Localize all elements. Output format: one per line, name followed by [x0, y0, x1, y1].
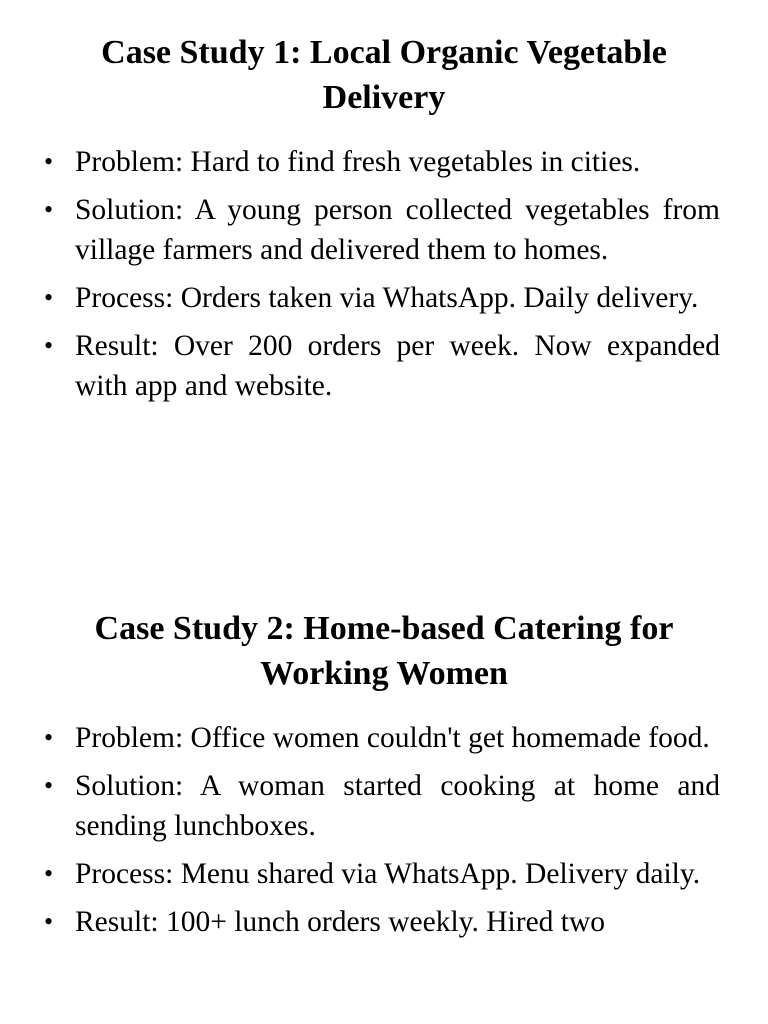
case-study-2 — [0, 606, 768, 950]
point-text: Process: Menu shared via WhatsApp. Delivery daily. — [75, 858, 701, 890]
list-item — [0, 854, 768, 894]
case-study-1-title: Case Study 1: Local Organic Vegetable Delivery — [101, 34, 667, 116]
case-study-2-title: Case Study 2: Home-based Catering for Working Women — [94, 610, 674, 692]
case-study-2-points — [0, 718, 768, 942]
list-item — [0, 326, 768, 406]
point-text: Solution: A young person collected vegetables from village farmers and delivered them to homes. — [75, 194, 720, 266]
bullet-icon: • — [44, 723, 54, 752]
point-text: Result: 100+ lunch orders weekly. Hired two — [75, 906, 606, 938]
point-text: Result: Over 200 orders per week. Now expanded with app and website. — [75, 330, 720, 402]
list-item — [0, 142, 768, 182]
bullet-icon: • — [44, 771, 54, 800]
list-item — [0, 278, 768, 318]
case-study-1-points — [0, 142, 768, 406]
point-text: Problem: Office women couldn't get homemade food. — [75, 722, 710, 754]
point-text: Problem: Hard to find fresh vegetables in cities. — [75, 146, 641, 178]
case-study-1 — [0, 30, 768, 414]
bullet-icon: • — [44, 147, 54, 176]
list-item — [0, 766, 768, 846]
bullet-icon: • — [44, 195, 54, 224]
bullet-icon: • — [44, 859, 54, 888]
list-item — [0, 902, 768, 942]
bullet-icon: • — [44, 331, 54, 360]
bullet-icon: • — [44, 283, 54, 312]
list-item — [0, 718, 768, 758]
bullet-icon: • — [44, 907, 54, 936]
list-item — [0, 190, 768, 270]
point-text: Solution: A woman started cooking at home and sending lunchboxes. — [75, 770, 720, 842]
point-text: Process: Orders taken via WhatsApp. Daily delivery. — [75, 282, 699, 314]
